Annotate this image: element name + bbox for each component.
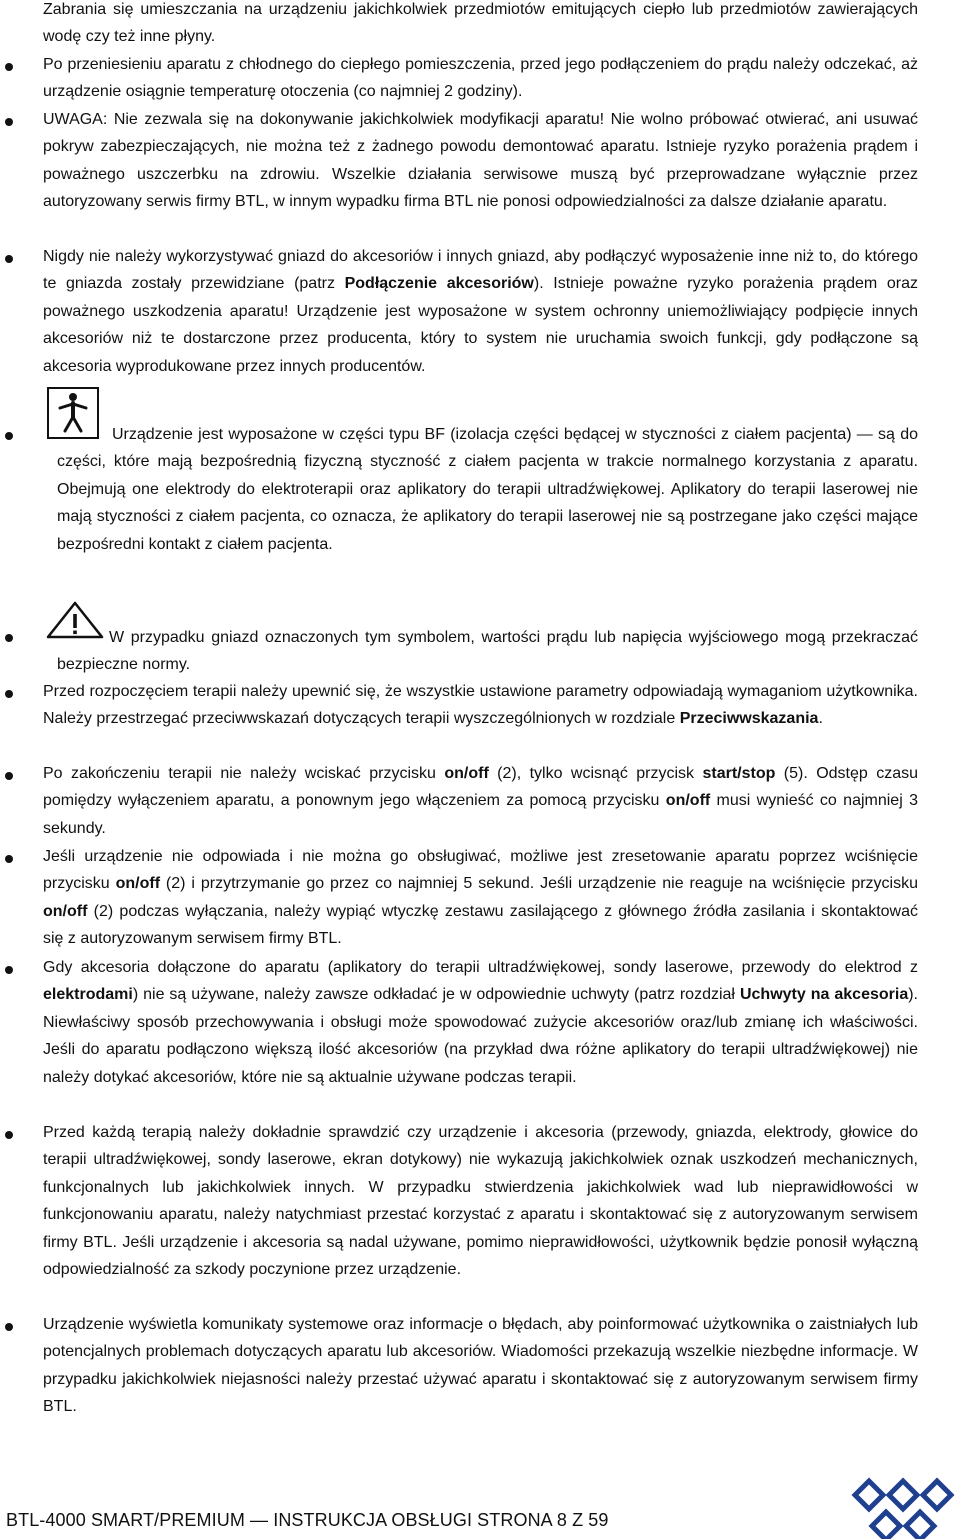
- button-name: on/off: [444, 765, 489, 782]
- text-run: Jeśli urządzenie nie odpowiada i nie można go obsługiwać, możliwe jest zresetowanie aparatu poprzez wciśnięcie przycisku: [43, 848, 918, 893]
- text-run: (5). Odstęp czasu pomiędzy wyłączeniem aparatu, a ponownym jego włączeniem za pomocą przycisku: [43, 765, 919, 810]
- text-run: .: [818, 710, 823, 728]
- bullet: [5, 1323, 13, 1331]
- text-run: Po zakończeniu terapii nie należy wciskać przycisku: [43, 765, 445, 782]
- text-run: (2), tylko wcisnąć przycisk: [488, 765, 703, 782]
- bullet: [5, 772, 13, 780]
- bullet: [5, 1131, 13, 1139]
- text-run: ). Istnieje poważne ryzyko porażenia prądem oraz poważnego uszkodzenia aparatu! Urządzenie jest wyposażone w system ochronny uniemożliwiający podpięcie innych akcesoriów niż te dostarczone przez producenta, który to system nie uruchamia swoich funkcji, gdy podłączone są akcesoria wyprodukowane przez innych producentów.: [43, 275, 918, 375]
- safety-paragraph: UWAGA: Nie zezwala się na dokonywanie jakichkolwiek modyfikacji aparatu! Nie wolno próbować otwierać, ani usuwać pokryw zabezpieczających, nie można też z żadnego powodu demontować aparatu. Istnieje ryzyko porażenia prądem i poważnego uszczerbku na zdrowiu. Wszelkie działania serwisowe muszą być przeprowadzane wyłącznie przez autoryzowany serwis firmy BTL, w innym wypadku firma BTL nie ponosi odpowiedzialności za dalsze działanie aparatu.: [43, 111, 918, 211]
- safety-paragraph: Urządzenie jest wyposażone w części typu BF (izolacja części będącej w styczności z ciałem pacjenta) — są do części, które mają bezpośrednią fizyczną styczność z ciałem pacjenta w trakcie normalnego korzystania z aparatu. Obejmują one elektrody do elektroterapii oraz aplikatory do terapii ultradźwiękowej. Aplikatory do terapii laserowej nie mają styczności z ciałem pacjenta, co oznacza, że aplikatory do terapii laserowej nie są postrzegane jako części mające bezpośredni kontakt z ciałem pacjenta.: [57, 426, 918, 553]
- safety-paragraph: [43, 760, 918, 842]
- safety-paragraph: [43, 243, 918, 380]
- safety-paragraph: W przypadku gniazd oznaczonych tym symbolem, wartości prądu lub napięcia wyjściowego mogą przekraczać bezpieczne normy.: [57, 629, 918, 674]
- safety-paragraph: Urządzenie wyświetla komunikaty systemowe oraz informacje o błędach, aby poinformować użytkownika o zaistniałych lub potencjalnych problemach dotyczących aparatu lub akcesoriów. Wiadomości przekazują wszelkie niezbędne informacje. W przypadku jakichkolwiek niejasności należy przestać używać aparatu i skontaktować się z autoryzowanym serwisem firmy BTL.: [43, 1316, 918, 1416]
- text-run: ) nie są używane, należy zawsze odkładać je w odpowiednie uchwyty (patrz rozdział: [132, 986, 740, 1004]
- safety-paragraph: [43, 954, 918, 1091]
- chapter-reference: Uchwyty na akcesoria: [739, 986, 909, 1004]
- text-run: (2) podczas wyłączania, należy wypiąć wtyczkę zestawu zasilającego z głównego źródła zasilania i skontaktować się z autoryzowanym serwisem firmy BTL.: [43, 902, 918, 948]
- text-run: Gdy akcesoria dołączone do aparatu (aplikatory do terapii ultradźwiękowej, sondy laserowe, przewody do elektrod z: [43, 959, 918, 976]
- bullet: [5, 432, 13, 440]
- btl-logo: [845, 1455, 960, 1539]
- safety-paragraph: Zabrania się umieszczania na urządzeniu jakichkolwiek przedmiotów emitujących ciepło lub przedmiotów zawierających wodę czy też inne płyny.: [43, 1, 918, 46]
- text-run: ). Niewłaściwy sposób przechowywania i obsługi może spowodować zużycie akcesoriów oraz/lub zmianę ich właściwości. Jeśli do aparatu podłączono większą ilość akcesoriów (na przykład dwa różne aplikatory do terapii ultradźwiękowej) nie należy dotykać akcesoriów, które nie są aktualnie używane podczas terapii.: [43, 986, 918, 1086]
- chapter-reference: elektrodami: [43, 986, 133, 1004]
- button-name: start/stop: [702, 765, 776, 782]
- text-run: (2) i przytrzymanie go przez co najmniej 5 sekund. Jeśli urządzenie nie reaguje na wciśnięcie przycisku: [160, 875, 918, 893]
- safety-paragraph: [43, 843, 918, 953]
- button-name: on/off: [115, 875, 161, 893]
- text-run: Przed rozpoczęciem terapii należy upewnić się, że wszystkie ustawione parametry odpowiadają wymaganiom użytkownika. Należy przestrzegać przeciwwskazań dotyczących terapii wyszczególnionych w rozdziale: [43, 683, 918, 728]
- bullet: [5, 118, 13, 126]
- text-run: Nigdy nie należy wykorzystywać gniazd do akcesoriów i innych gniazd, aby podłączyć wyposażenie inne niż to, do którego te gniazda zostały przewidziane (patrz: [43, 248, 918, 293]
- page-footer: BTL-4000 SMART/PREMIUM — INSTRUKCJA OBSŁUGI STRONA 8 Z 59: [6, 1510, 609, 1530]
- safety-paragraph: Po przeniesieniu aparatu z chłodnego do ciepłego pomieszczenia, przed jego podłączeniem do prądu należy odczekać, aż urządzenie osiągnie temperaturę otoczenia (co najmniej 2 godziny).: [43, 56, 918, 101]
- chapter-reference: Przeciwwskazania: [679, 710, 819, 728]
- button-name: on/off: [43, 902, 88, 920]
- button-name: on/off: [665, 792, 711, 810]
- bullet: [5, 63, 13, 71]
- bullet: [5, 255, 13, 263]
- safety-paragraph: [43, 678, 918, 733]
- text-run: musi wynieść co najmniej 3 sekundy.: [43, 792, 918, 837]
- bullet: [5, 690, 13, 698]
- chapter-reference: Podłączenie akcesoriów: [344, 275, 534, 293]
- safety-paragraph: Przed każdą terapią należy dokładnie sprawdzić czy urządzenie i akcesoria (przewody, gniazda, elektrody, głowice do terapii ultradźwiękowej, sondy laserowe, ekran dotykowy) nie wykazują jakichkolwiek oznak uszkodzeń mechanicznych, funkcjonalnych lub jakichkolwiek innych. W przypadku stwierdzenia jakichkolwiek wad lub nieprawidłowości w funkcjonowaniu aparatu, należy natychmiast przestać korzystać z aparatu i skontaktować się z autoryzowanym serwisem firmy BTL. Jeśli urządzenie i akcesoria są nadal używane, pomimo nieprawidłowości, użytkownik będzie ponosił wyłączną odpowiedzialność za szkody poczynione przez urządzenie.: [43, 1124, 918, 1279]
- bullet: [5, 634, 13, 642]
- bullet: [5, 855, 13, 863]
- bullet: [5, 966, 13, 974]
